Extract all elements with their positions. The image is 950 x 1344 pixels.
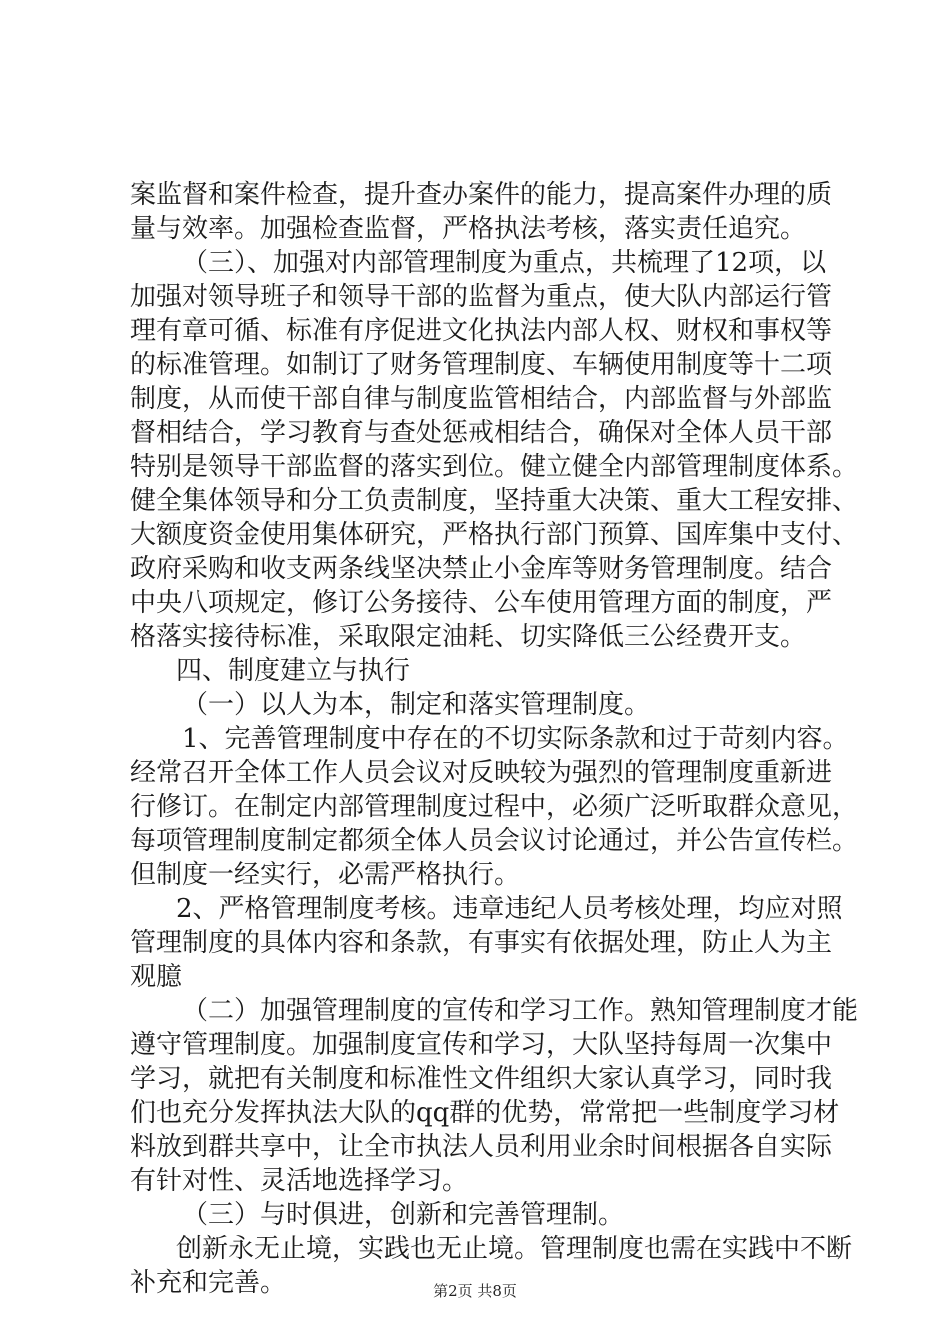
text-line: 补充和完善。: [130, 1268, 287, 1298]
text-line: （三）、加强对内部管理制度为重点，共梳理了12项，以: [182, 248, 827, 278]
text-line: 每项管理制度制定都须全体人员会议讨论通过，并公告宣传栏。: [130, 826, 859, 856]
text-line: 加强对领导班子和领导干部的监督为重点，使大队内部运行管: [130, 282, 833, 312]
text-line: 管理制度的具体内容和条款，有事实有依据处理，防止人为主: [130, 928, 833, 958]
text-line: 的标准管理。如制订了财务管理制度、车辆使用制度等十二项: [130, 350, 833, 380]
text-line: 督相结合，学习教育与查处惩戒相结合，确保对全体人员干部: [130, 418, 833, 448]
page-footer: 第2页 共8页: [433, 1282, 517, 1300]
text-line: 遵守管理制度。加强制度宣传和学习，大队坚持每周一次集中: [130, 1030, 833, 1060]
subsection-heading: （三）与时俱进，创新和完善管理制。: [182, 1200, 625, 1230]
text-line: 有针对性、灵活地选择学习。: [130, 1166, 469, 1196]
text-line: 们也充分发挥执法大队的qq群的优势，常常把一些制度学习材: [130, 1098, 840, 1128]
text-line: 2、严格管理制度考核。违章违纪人员考核处理，均应对照: [176, 894, 843, 924]
text-line: 案监督和案件检查，提升查办案件的能力，提高案件办理的质: [130, 180, 833, 210]
text-line: 创新永无止境，实践也无止境。管理制度也需在实践中不断: [176, 1234, 853, 1264]
text-line: 1、完善管理制度中存在的不切实际条款和过于苛刻内容。: [182, 724, 849, 754]
text-line: 料放到群共享中，让全市执法人员利用业余时间根据各自实际: [130, 1132, 833, 1162]
text-line: 行修订。在制定内部管理制度过程中，必须广泛听取群众意见，: [130, 792, 859, 822]
text-line: 观臆: [130, 962, 183, 992]
section-heading: 四、制度建立与执行: [176, 656, 411, 686]
subsection-heading: （二）加强管理制度的宣传和学习工作。熟知管理制度才能: [182, 996, 859, 1026]
text-line: 但制度一经实行，必需严格执行。: [130, 860, 521, 890]
text-line: 大额度资金使用集体研究，严格执行部门预算、国库集中支付、: [130, 520, 859, 550]
text-line: 制度，从而使干部自律与制度监管相结合，内部监督与外部监: [130, 384, 833, 414]
subsection-heading: （一）以人为本，制定和落实管理制度。: [182, 690, 651, 720]
text-line: 学习，就把有关制度和标准性文件组织大家认真学习，同时我: [130, 1064, 833, 1094]
text-line: 量与效率。加强检查监督，严格执法考核，落实责任追究。: [130, 214, 807, 244]
text-line: 理有章可循、标准有序促进文化执法内部人权、财权和事权等: [130, 316, 833, 346]
text-line: 经常召开全体工作人员会议对反映较为强烈的管理制度重新进: [130, 758, 833, 788]
text-line: 特别是领导干部监督的落实到位。健立健全内部管理制度体系。: [130, 452, 859, 482]
text-line: 政府采购和收支两条线坚决禁止小金库等财务管理制度。结合: [130, 554, 833, 584]
text-line: 健全集体领导和分工负责制度，坚持重大决策、重大工程安排、: [130, 486, 859, 516]
text-line: 中央八项规定，修订公务接待、公车使用管理方面的制度，严: [130, 588, 833, 618]
text-line: 格落实接待标准，采取限定油耗、切实降低三公经费开支。: [130, 622, 807, 652]
